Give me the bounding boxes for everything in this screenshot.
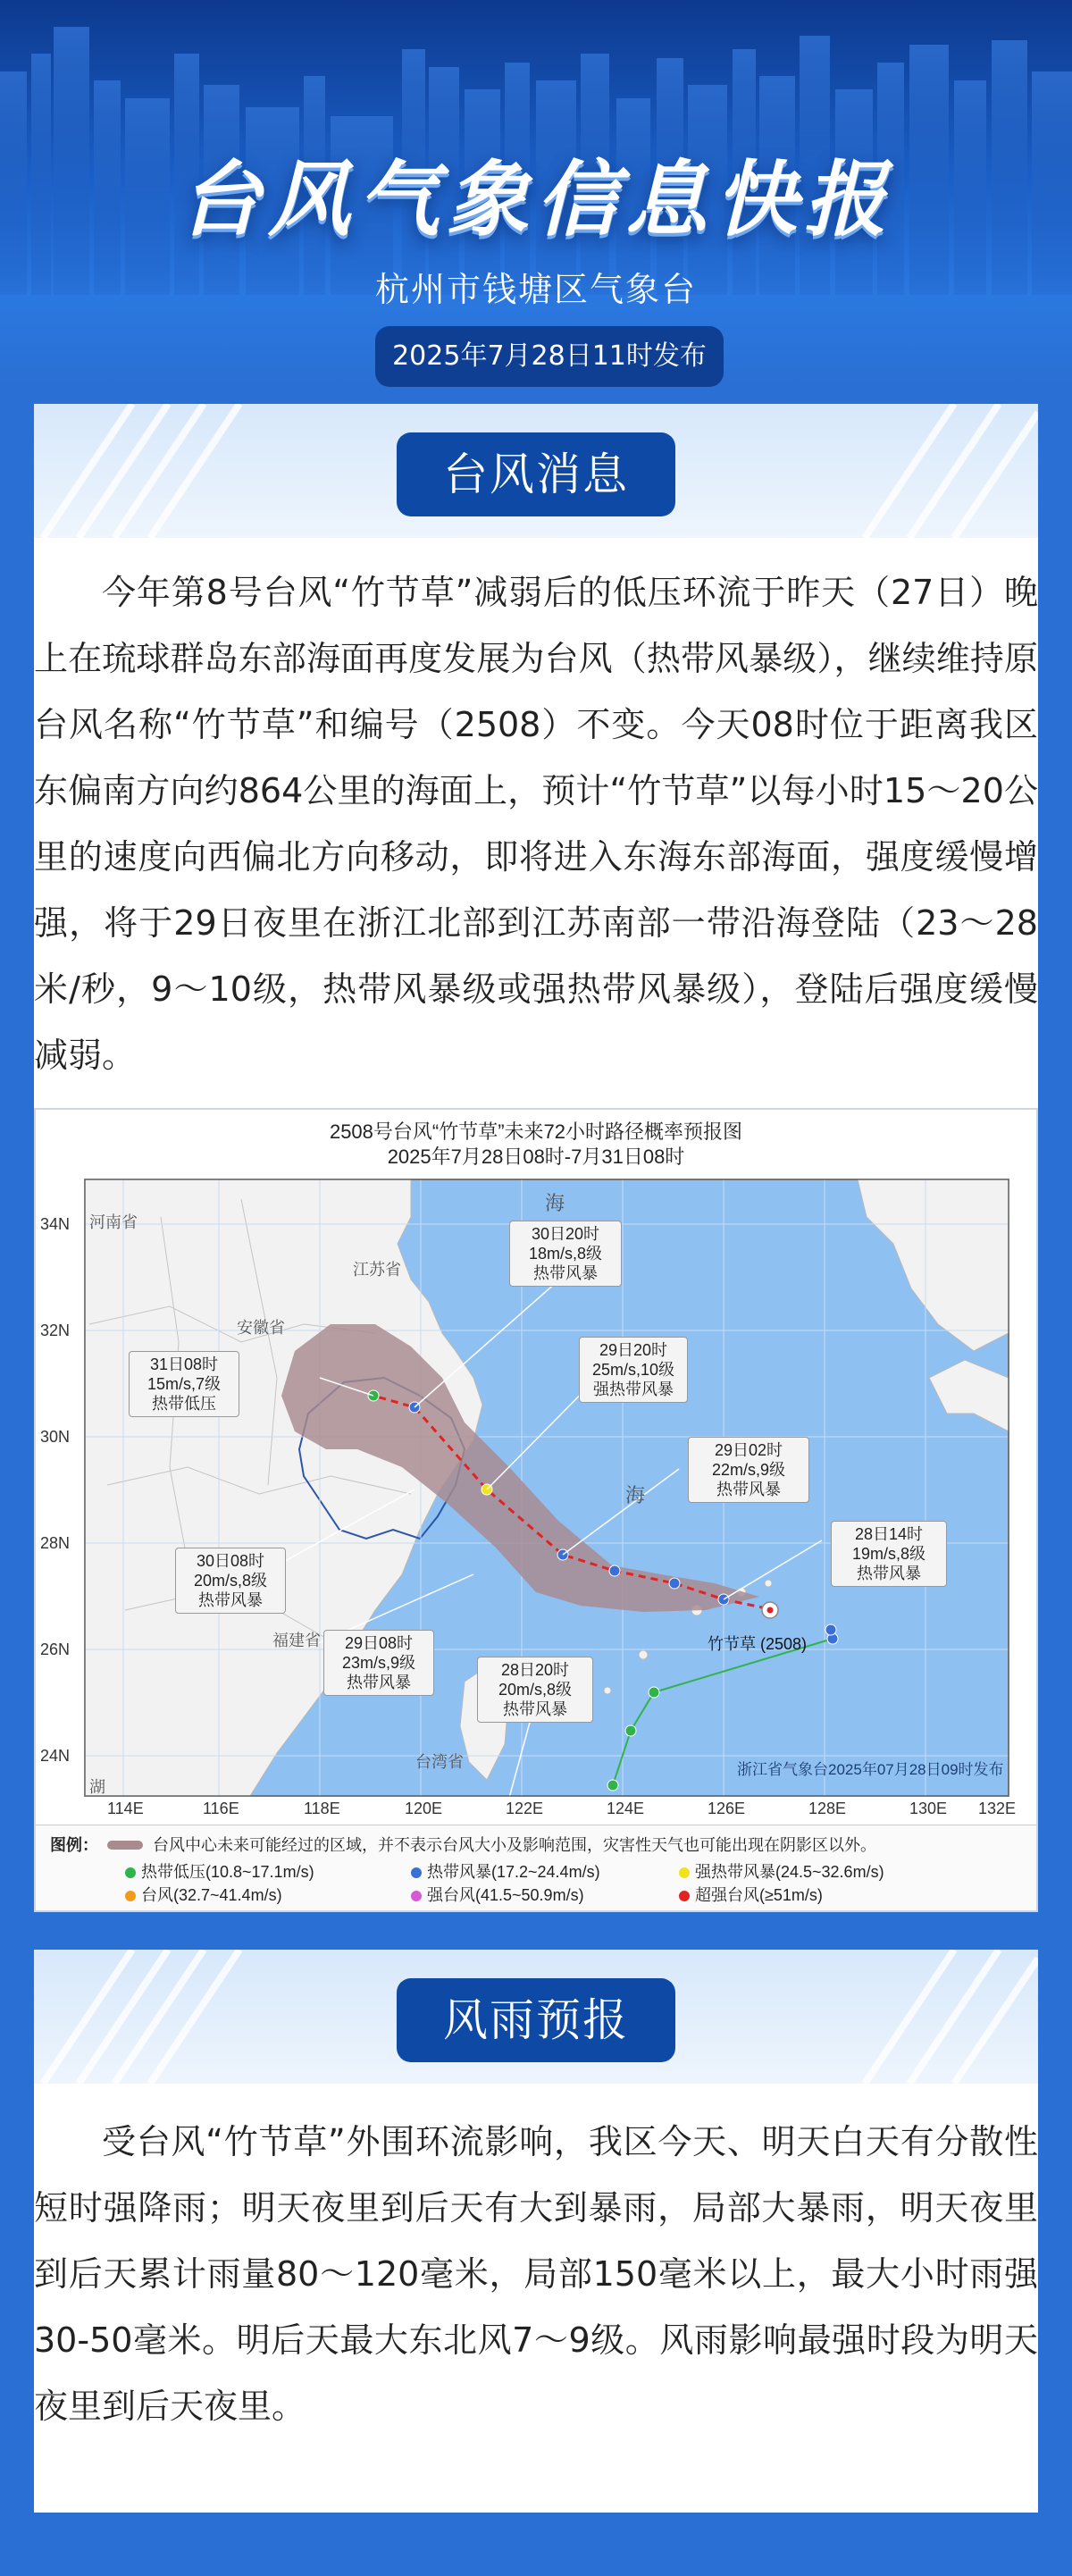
footer-band: [0, 2513, 1072, 2576]
orange-dot-icon: [125, 1891, 136, 1901]
forecast-time: 29日02时: [714, 1441, 783, 1459]
forecast-wind: 15m/s,7级: [147, 1375, 222, 1393]
section-header: [34, 404, 1038, 538]
legend-label: 热带低压(10.8~17.1m/s): [141, 1863, 314, 1881]
forecast-time: 30日08时: [196, 1552, 265, 1570]
forecast-wind: 22m/s,9级: [711, 1461, 786, 1479]
forecast-wind: 25m/s,10级: [591, 1361, 675, 1379]
legend-item: [679, 1883, 823, 1906]
storm-name-label: 竹节草 (2508): [708, 1635, 808, 1653]
forecast-grade: 热带风暴: [347, 1674, 411, 1691]
typhoon-news-card: [34, 404, 1038, 1110]
lon-tick: 114E: [107, 1800, 144, 1817]
forecast-box: [579, 1337, 688, 1403]
forecast-grade: 热带低压: [152, 1395, 216, 1413]
forecast-box: [688, 1437, 809, 1503]
lat-tick: 24N: [40, 1747, 71, 1765]
lat-tick: 26N: [40, 1640, 71, 1658]
lon-tick: 130E: [909, 1800, 948, 1817]
lon-tick: 126E: [708, 1800, 746, 1817]
forecast-grade: 热带风暴: [503, 1700, 567, 1718]
forecast-box: [323, 1630, 434, 1696]
place-label: 福建省: [272, 1632, 321, 1649]
section-header: [34, 1950, 1038, 2084]
typhoon-news-paragraph: 今年第8号台风“竹节草”减弱后的低压环流于昨天（27日）晚上在琉球群岛东部海面再度发展为台风（热带风暴级），继续维持原台风名称“竹节草”和编号（2508）不变。今天08时位于距离我区东偏南方向约864公里的海面上，预计“竹节草”以每小时15～20公里的速度向西偏北方向移动，即将进入东海东部海面，强度缓慢增强，将于29日夜里在浙江北部到江苏南部一带沿海登陆（23～28米/秒，9～10级，热带风暴级或强热带风暴级），登陆后强度缓慢减弱。: [34, 573, 1038, 1075]
place-label: 台湾省: [415, 1753, 464, 1771]
legend-cone-note: 台风中心未来可能经过的区域，并不表示台风大小及影响范围，灾害性天气也可能出现在阴影区以外。: [153, 1836, 877, 1854]
legend-label: 台风(32.7~41.4m/s): [141, 1886, 282, 1904]
legend-label: 热带风暴(17.2~24.4m/s): [427, 1863, 600, 1881]
forecast-grade: 热带风暴: [716, 1481, 781, 1498]
place-label: 湖: [89, 1778, 105, 1796]
lat-tick: 30N: [40, 1428, 71, 1446]
forecast-box: [477, 1657, 593, 1723]
forecast-grade: 热带风暴: [533, 1264, 598, 1282]
lon-axis: [36, 1800, 1036, 1821]
forecast-time: 28日14时: [854, 1525, 924, 1543]
legend-label: 强台风(41.5~50.9m/s): [427, 1886, 584, 1904]
forecast-wind: 20m/s,8级: [193, 1572, 268, 1590]
issuer-subtitle: 杭州市钱塘区气象台: [374, 270, 697, 309]
map-credit: 浙江省气象台2025年07月28日09时发布: [737, 1761, 1004, 1778]
header-banner: [0, 0, 1072, 393]
wind-rain-forecast-card: [34, 1950, 1038, 2513]
map-title: 2508号台风“竹节草”未来72小时路径概率预报图: [329, 1120, 743, 1143]
lon-tick: 132E: [978, 1800, 1017, 1817]
yellow-dot-icon: [679, 1867, 690, 1878]
legend-head: 图例：: [50, 1836, 98, 1854]
forecast-wind: 20m/s,8级: [498, 1681, 573, 1699]
lon-tick: 124E: [607, 1800, 645, 1817]
map-legend: [36, 1825, 1036, 1910]
red-dot-icon: [679, 1891, 690, 1901]
issue-time-badge: 2025年7月28日11时发布: [375, 326, 724, 387]
purple-dot-icon: [411, 1891, 422, 1901]
typhoon-center-icon: [762, 1602, 778, 1618]
main-title: 台风气象信息快报: [178, 152, 893, 248]
forecast-time: 31日08时: [149, 1355, 219, 1373]
forecast-wind: 19m/s,8级: [851, 1545, 926, 1563]
legend-cone-note-row: [107, 1833, 876, 1856]
forecast-grade: 强热带风暴: [593, 1380, 674, 1398]
forecast-grade: 热带风暴: [198, 1591, 263, 1609]
lat-tick: 32N: [40, 1322, 71, 1339]
forecast-wind: 18m/s,8级: [528, 1245, 603, 1263]
forecast-box: [831, 1521, 947, 1587]
place-label: 江苏省: [353, 1261, 401, 1279]
wind-rain-paragraph: 受台风“竹节草”外围环流影响，我区今天、明天白天有分散性短时强降雨；明天夜里到后天有大到暴雨，局部大暴雨，明天夜里到后天累计雨量80～120毫米，局部150毫米以上，最大小时雨强30-50毫米。明后天最大东北风7～9级。风雨影响最强时段为明天夜里到后天夜里。: [34, 2122, 1038, 2426]
legend-label: 强热带风暴(24.5~32.6m/s): [695, 1863, 884, 1881]
legend-item: [411, 1883, 584, 1906]
lon-tick: 122E: [506, 1800, 544, 1817]
forecast-time: 28日20时: [500, 1661, 570, 1679]
legend-label: 超强台风(≥51m/s): [695, 1886, 823, 1904]
section-title: 风雨预报: [397, 1978, 675, 2062]
place-label: 海: [545, 1192, 565, 1214]
lat-tick: 34N: [40, 1215, 71, 1233]
forecast-time: 29日08时: [344, 1634, 414, 1652]
legend-item: [411, 1859, 600, 1883]
place-label: 安徽省: [237, 1319, 285, 1337]
forecast-box: [129, 1351, 239, 1417]
forecast-grade: 热带风暴: [857, 1565, 921, 1582]
forecast-box: [509, 1221, 622, 1287]
map-subtitle: 2025年7月28日08时-7月31日08时: [387, 1145, 685, 1168]
blue-dot-icon: [411, 1867, 422, 1878]
forecast-time: 30日20时: [531, 1225, 600, 1243]
legend-item: [125, 1859, 314, 1883]
green-dot-icon: [125, 1867, 136, 1878]
forecast-time: 29日20时: [599, 1341, 668, 1359]
lon-tick: 120E: [405, 1800, 443, 1817]
place-label: 海: [625, 1484, 646, 1506]
typhoon-track-map-figure: [34, 1108, 1038, 1912]
lon-tick: 118E: [304, 1800, 340, 1817]
forecast-box: [175, 1548, 286, 1614]
lon-tick: 116E: [203, 1800, 239, 1817]
lat-tick: 28N: [40, 1534, 71, 1552]
legend-item: [125, 1883, 282, 1906]
section-title: 台风消息: [397, 432, 675, 516]
cone-swatch-icon: [107, 1841, 143, 1850]
place-label: 河南省: [89, 1213, 138, 1231]
lon-tick: 128E: [808, 1800, 847, 1817]
forecast-wind: 23m/s,9级: [341, 1654, 416, 1672]
legend-item: [679, 1859, 884, 1883]
